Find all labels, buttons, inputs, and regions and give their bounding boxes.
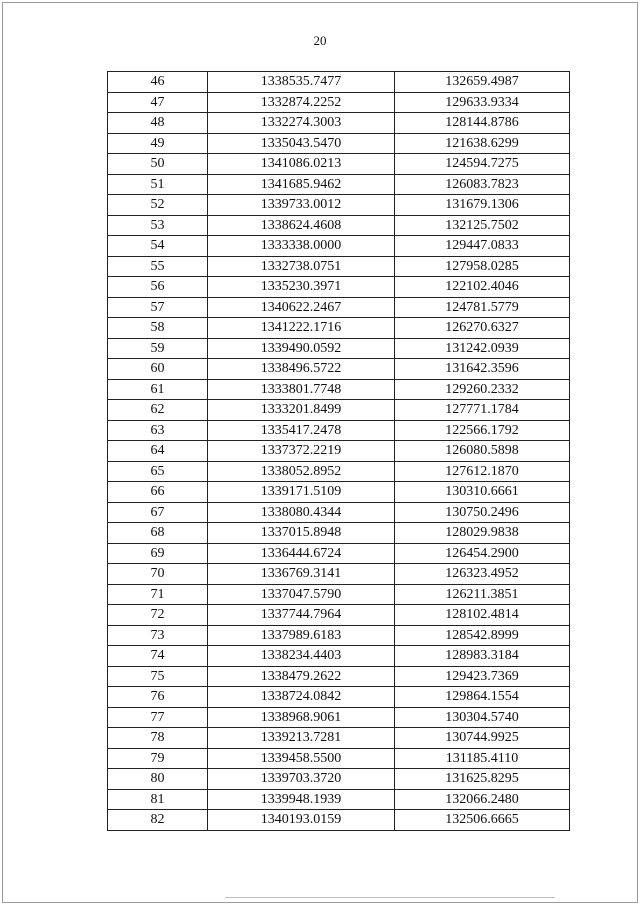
point-number-cell: 77 <box>108 707 208 728</box>
point-number-cell: 61 <box>108 379 208 400</box>
table-row <box>108 584 570 605</box>
x-coordinate-cell: 1338479.2622 <box>208 666 395 687</box>
footer-rule <box>225 897 555 898</box>
x-coordinate-cell: 1338052.8952 <box>208 461 395 482</box>
table-row <box>108 113 570 134</box>
coordinates-table-body <box>108 72 570 831</box>
x-coordinate-cell: 1333201.8499 <box>208 400 395 421</box>
y-coordinate-cell: 122566.1792 <box>395 420 570 441</box>
point-number-cell: 67 <box>108 502 208 523</box>
point-number-cell: 71 <box>108 584 208 605</box>
point-number-cell: 57 <box>108 297 208 318</box>
y-coordinate-cell: 129260.2332 <box>395 379 570 400</box>
table-row <box>108 441 570 462</box>
point-number-cell: 59 <box>108 338 208 359</box>
x-coordinate-cell: 1337372.2219 <box>208 441 395 462</box>
x-coordinate-cell: 1340622.2467 <box>208 297 395 318</box>
point-number-cell: 62 <box>108 400 208 421</box>
x-coordinate-cell: 1339458.5500 <box>208 748 395 769</box>
table-row <box>108 564 570 585</box>
y-coordinate-cell: 128983.3184 <box>395 646 570 667</box>
table-row <box>108 359 570 380</box>
point-number-cell: 54 <box>108 236 208 257</box>
x-coordinate-cell: 1340193.0159 <box>208 810 395 831</box>
x-coordinate-cell: 1337744.7964 <box>208 605 395 626</box>
table-row <box>108 256 570 277</box>
y-coordinate-cell: 124594.7275 <box>395 154 570 175</box>
point-number-cell: 70 <box>108 564 208 585</box>
table-row <box>108 605 570 626</box>
point-number-cell: 66 <box>108 482 208 503</box>
table-row <box>108 133 570 154</box>
table-row <box>108 297 570 318</box>
table-row <box>108 666 570 687</box>
point-number-cell: 73 <box>108 625 208 646</box>
table-row <box>108 379 570 400</box>
table-row <box>108 318 570 339</box>
y-coordinate-cell: 129423.7369 <box>395 666 570 687</box>
y-coordinate-cell: 126211.3851 <box>395 584 570 605</box>
x-coordinate-cell: 1341086.0213 <box>208 154 395 175</box>
x-coordinate-cell: 1338968.9061 <box>208 707 395 728</box>
x-coordinate-cell: 1338624.4608 <box>208 215 395 236</box>
point-number-cell: 79 <box>108 748 208 769</box>
x-coordinate-cell: 1332738.0751 <box>208 256 395 277</box>
point-number-cell: 53 <box>108 215 208 236</box>
x-coordinate-cell: 1335043.5470 <box>208 133 395 154</box>
table-row <box>108 236 570 257</box>
point-number-cell: 72 <box>108 605 208 626</box>
x-coordinate-cell: 1332874.2252 <box>208 92 395 113</box>
point-number-cell: 68 <box>108 523 208 544</box>
x-coordinate-cell: 1336769.3141 <box>208 564 395 585</box>
y-coordinate-cell: 126080.5898 <box>395 441 570 462</box>
y-coordinate-cell: 129864.1554 <box>395 687 570 708</box>
point-number-cell: 82 <box>108 810 208 831</box>
y-coordinate-cell: 131679.1306 <box>395 195 570 216</box>
point-number-cell: 63 <box>108 420 208 441</box>
x-coordinate-cell: 1339171.5109 <box>208 482 395 503</box>
y-coordinate-cell: 128542.8999 <box>395 625 570 646</box>
table-row <box>108 338 570 359</box>
point-number-cell: 50 <box>108 154 208 175</box>
point-number-cell: 65 <box>108 461 208 482</box>
x-coordinate-cell: 1339490.0592 <box>208 338 395 359</box>
table-row <box>108 461 570 482</box>
point-number-cell: 74 <box>108 646 208 667</box>
point-number-cell: 64 <box>108 441 208 462</box>
y-coordinate-cell: 131625.8295 <box>395 769 570 790</box>
table-row <box>108 646 570 667</box>
y-coordinate-cell: 132659.4987 <box>395 72 570 93</box>
page-number: 20 <box>313 33 327 48</box>
table-row <box>108 707 570 728</box>
y-coordinate-cell: 126083.7823 <box>395 174 570 195</box>
point-number-cell: 60 <box>108 359 208 380</box>
table-row <box>108 92 570 113</box>
y-coordinate-cell: 127612.1870 <box>395 461 570 482</box>
point-number-cell: 75 <box>108 666 208 687</box>
table-row <box>108 625 570 646</box>
x-coordinate-cell: 1337015.8948 <box>208 523 395 544</box>
x-coordinate-cell: 1338496.5722 <box>208 359 395 380</box>
point-number-cell: 78 <box>108 728 208 749</box>
table-row <box>108 174 570 195</box>
x-coordinate-cell: 1333338.0000 <box>208 236 395 257</box>
x-coordinate-cell: 1337047.5790 <box>208 584 395 605</box>
x-coordinate-cell: 1332274.3003 <box>208 113 395 134</box>
x-coordinate-cell: 1338535.7477 <box>208 72 395 93</box>
y-coordinate-cell: 131642.3596 <box>395 359 570 380</box>
y-coordinate-cell: 132066.2480 <box>395 789 570 810</box>
x-coordinate-cell: 1336444.6724 <box>208 543 395 564</box>
y-coordinate-cell: 129633.9334 <box>395 92 570 113</box>
table-row <box>108 687 570 708</box>
point-number-cell: 56 <box>108 277 208 298</box>
x-coordinate-cell: 1338724.0842 <box>208 687 395 708</box>
table-row <box>108 523 570 544</box>
y-coordinate-cell: 128102.4814 <box>395 605 570 626</box>
y-coordinate-cell: 122102.4046 <box>395 277 570 298</box>
table-row <box>108 769 570 790</box>
point-number-cell: 55 <box>108 256 208 277</box>
y-coordinate-cell: 127958.0285 <box>395 256 570 277</box>
y-coordinate-cell: 121638.6299 <box>395 133 570 154</box>
table-row <box>108 154 570 175</box>
point-number-cell: 58 <box>108 318 208 339</box>
point-number-cell: 76 <box>108 687 208 708</box>
table-row <box>108 502 570 523</box>
y-coordinate-cell: 126454.2900 <box>395 543 570 564</box>
table-row <box>108 195 570 216</box>
table-row <box>108 748 570 769</box>
x-coordinate-cell: 1338234.4403 <box>208 646 395 667</box>
x-coordinate-cell: 1335417.2478 <box>208 420 395 441</box>
point-number-cell: 48 <box>108 113 208 134</box>
x-coordinate-cell: 1335230.3971 <box>208 277 395 298</box>
point-number-cell: 52 <box>108 195 208 216</box>
point-number-cell: 49 <box>108 133 208 154</box>
y-coordinate-cell: 130750.2496 <box>395 502 570 523</box>
table-row <box>108 420 570 441</box>
y-coordinate-cell: 129447.0833 <box>395 236 570 257</box>
y-coordinate-cell: 130744.9925 <box>395 728 570 749</box>
table-row <box>108 728 570 749</box>
table-row <box>108 810 570 831</box>
x-coordinate-cell: 1337989.6183 <box>208 625 395 646</box>
table-row <box>108 789 570 810</box>
y-coordinate-cell: 132125.7502 <box>395 215 570 236</box>
x-coordinate-cell: 1341222.1716 <box>208 318 395 339</box>
table-row <box>108 215 570 236</box>
x-coordinate-cell: 1339948.1939 <box>208 789 395 810</box>
x-coordinate-cell: 1339733.0012 <box>208 195 395 216</box>
y-coordinate-cell: 128144.8786 <box>395 113 570 134</box>
x-coordinate-cell: 1339213.7281 <box>208 728 395 749</box>
x-coordinate-cell: 1339703.3720 <box>208 769 395 790</box>
point-number-cell: 47 <box>108 92 208 113</box>
y-coordinate-cell: 130304.5740 <box>395 707 570 728</box>
y-coordinate-cell: 126270.6327 <box>395 318 570 339</box>
y-coordinate-cell: 132506.6665 <box>395 810 570 831</box>
y-coordinate-cell: 131185.4110 <box>395 748 570 769</box>
y-coordinate-cell: 128029.9838 <box>395 523 570 544</box>
table-row <box>108 72 570 93</box>
y-coordinate-cell: 131242.0939 <box>395 338 570 359</box>
point-number-cell: 46 <box>108 72 208 93</box>
x-coordinate-cell: 1338080.4344 <box>208 502 395 523</box>
y-coordinate-cell: 126323.4952 <box>395 564 570 585</box>
point-number-cell: 51 <box>108 174 208 195</box>
table-row <box>108 400 570 421</box>
y-coordinate-cell: 127771.1784 <box>395 400 570 421</box>
point-number-cell: 81 <box>108 789 208 810</box>
table-row <box>108 277 570 298</box>
coordinates-table <box>107 71 570 831</box>
x-coordinate-cell: 1333801.7748 <box>208 379 395 400</box>
table-row <box>108 543 570 564</box>
point-number-cell: 80 <box>108 769 208 790</box>
y-coordinate-cell: 130310.6661 <box>395 482 570 503</box>
x-coordinate-cell: 1341685.9462 <box>208 174 395 195</box>
y-coordinate-cell: 124781.5779 <box>395 297 570 318</box>
table-row <box>108 482 570 503</box>
point-number-cell: 69 <box>108 543 208 564</box>
